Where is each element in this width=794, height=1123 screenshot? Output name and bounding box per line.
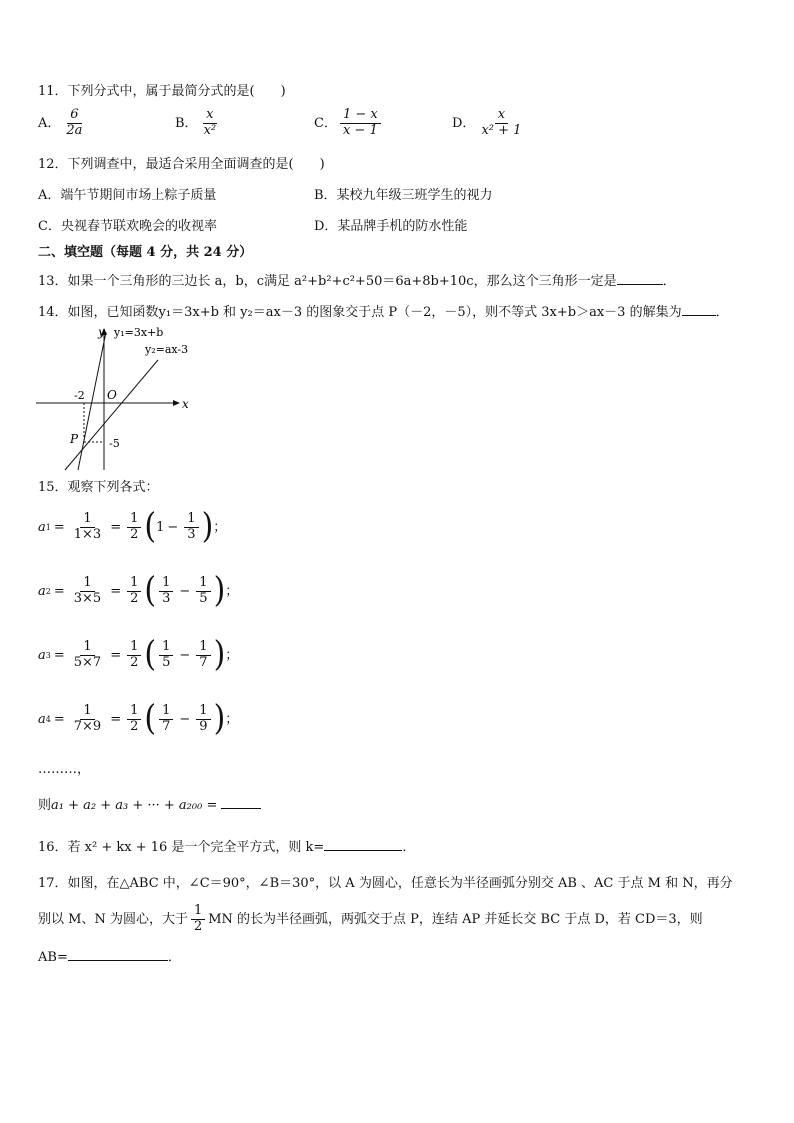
origin-label: O [107, 388, 117, 402]
q14-answer-blank[interactable] [682, 303, 716, 316]
q15-row1-inner-den: 3 [187, 526, 196, 542]
q15-sum-prefix: 则 [38, 798, 52, 813]
q17-half-den: 2 [193, 918, 203, 934]
q15-row3-sub: 3 [45, 650, 51, 660]
q15-row1-num: 1 [80, 512, 94, 528]
q14-end: ． [715, 305, 729, 320]
q13-end: ． [662, 274, 676, 289]
line-y2-label: y₂=ax-3 [145, 343, 189, 356]
q15-row4-inner1-den: 7 [162, 718, 171, 734]
q15-row3-inner1-den: 5 [162, 654, 171, 670]
q15-row-1: a 1 = $\frac{1}{1\times 3}$ = $\frac{1}{2}$ ( 1 − $\frac{1}{3}$ ) ； [38, 506, 227, 547]
q17-half-num: 1 [191, 904, 205, 920]
q13-answer-blank[interactable] [617, 272, 663, 285]
point-p-label: P [70, 432, 79, 446]
q11-option-b-label: B． [175, 115, 198, 131]
q11-c-num: 1 − x [340, 108, 381, 124]
q17-end: ． [167, 950, 181, 965]
q15-row4-den: 7×9 [73, 718, 102, 734]
q15-row1-sub: 1 [45, 522, 51, 532]
line-y2 [65, 360, 158, 470]
q14-text: 14．如图，已知函数y₁＝3x+b 和 y₂＝ax－3 的图象交于点 P（－2，－5），则不等式 3x+b＞ax－3 的解集为 [38, 305, 682, 320]
q15-row4-inner2-num: 1 [196, 704, 210, 720]
q17-line2a: 别以 M、N 为圆心，大于 [38, 911, 188, 927]
y-tick-label: -5 [109, 437, 120, 450]
q11-option-c[interactable] [314, 108, 384, 139]
q12-option-d[interactable]: D．某品牌手机的防水性能 [314, 219, 468, 234]
section-heading: 二、填空题（每题 4 分，共 24 分） [38, 245, 253, 260]
q17-line2 [38, 904, 703, 935]
q15-row2-den: 3×5 [73, 590, 102, 606]
q17-line3 [38, 948, 181, 966]
q15-row1-first: 1 [156, 519, 165, 535]
q11-option-b[interactable] [175, 108, 222, 139]
q15-row4-sub: 4 [45, 714, 51, 724]
q11-option-d-fraction [478, 108, 524, 139]
q15-row3-inner2-num: 1 [196, 640, 210, 656]
q15-row3-half-num: 1 [127, 640, 141, 656]
line-y1-label: y₁=3x+b [114, 326, 164, 339]
q15-row3-inner2-den: 7 [199, 654, 208, 670]
q15-row2-inner2-num: 1 [196, 576, 210, 592]
q15-row2-inner1-num: 1 [159, 576, 173, 592]
x-axis-label: x [182, 397, 189, 411]
q15-row2-sub: 2 [45, 586, 51, 596]
q11-option-a-fraction [63, 108, 85, 139]
q15-row3-num: 1 [80, 640, 94, 656]
q15-dots: ………， [38, 762, 91, 777]
q11-b-den: x² [203, 122, 217, 138]
q11-option-b-fraction [201, 108, 220, 139]
q15-row2-inner2-den: 5 [199, 590, 208, 606]
q11-option-d-label: D． [452, 115, 476, 131]
q11-a-num: 6 [67, 108, 81, 124]
q12-option-b[interactable]: B．某校九年级三班学生的视力 [314, 188, 493, 203]
q11-d-den: x² + 1 [481, 122, 522, 138]
q15-sum [38, 796, 261, 814]
q12-option-a[interactable]: A．端午节期间市场上粽子质量 [38, 188, 217, 203]
q14 [38, 303, 729, 321]
q11-option-a-label: A． [38, 115, 61, 131]
q11-option-c-fraction [340, 108, 381, 139]
q14-graph [30, 320, 200, 475]
q15-row1-half-den: 2 [130, 526, 139, 542]
q15-row3-inner1-num: 1 [159, 640, 173, 656]
q17-line3-text: AB= [38, 950, 68, 965]
q11-option-a[interactable] [38, 108, 88, 139]
q15-row1-inner-num: 1 [184, 512, 198, 528]
x-axis-arrow [173, 400, 180, 406]
x-tick-label: -2 [74, 389, 85, 402]
q11-c-den: x − 1 [342, 122, 378, 138]
q11-option-c-label: C． [314, 115, 337, 131]
q15-row4-num: 1 [80, 704, 94, 720]
q15-row-3: a 3 = $\frac{1}{5\times 7}$ = $\frac{1}{2}$ ( $\frac{1}{5}$ − $\frac{1}{7}$ ) ； [38, 634, 239, 675]
q13 [38, 272, 676, 290]
q11-stem: 11．下列分式中，属于最简分式的是( ) [38, 84, 286, 99]
q15-row4-half-num: 1 [127, 704, 141, 720]
q15-row4-inner2-den: 9 [199, 718, 208, 734]
q16-text: 16．若 x² + kx + 16 是一个完全平方式，则 k= [38, 840, 325, 855]
q17-answer-blank[interactable] [68, 948, 168, 961]
q15-row1-den: 1×3 [73, 526, 102, 542]
q12-stem: 12．下列调查中，最适合采用全面调查的是( ) [38, 157, 325, 172]
q15-sum-expr: a₁ + a₂ + a₃ + ··· + a₂₀₀ = [51, 798, 218, 813]
q17-line1: 17．如图，在△ABC 中，∠C＝90°，∠B＝30°，以 A 为圆心，任意长为半径画弧分别交 AB 、AC 于点 M 和 N，再分 [38, 876, 733, 891]
q16 [38, 838, 415, 856]
q15-row2-a: a [38, 583, 46, 599]
q17-line2b: MN 的长为半径画弧，两弧交于点 P，连结 AP 并延长交 BC 于点 D，若 CD＝3，则 [208, 911, 703, 927]
q15-row1-a: a [38, 519, 46, 535]
q15-stem: 15．观察下列各式： [38, 480, 159, 495]
q15-row4-inner1-num: 1 [159, 704, 173, 720]
q15-row-4: a 4 = $\frac{1}{7\times 9}$ = $\frac{1}{2}$ ( $\frac{1}{7}$ − $\frac{1}{9}$ ) ； [38, 698, 239, 739]
q15-row2-half-den: 2 [130, 590, 139, 606]
q15-row-2: a 2 = $\frac{1}{3\times 5}$ = $\frac{1}{2}$ ( $\frac{1}{3}$ − $\frac{1}{5}$ ) ； [38, 570, 239, 611]
q15-row2-inner1-den: 3 [162, 590, 171, 606]
q15-answer-blank[interactable] [221, 796, 261, 809]
q15-row1-half-num: 1 [127, 512, 141, 528]
q15-row2-num: 1 [80, 576, 94, 592]
q16-end: ． [402, 840, 416, 855]
q11-option-d[interactable] [452, 108, 527, 139]
q15-row2-half-num: 1 [127, 576, 141, 592]
q15-row3-half-den: 2 [130, 654, 139, 670]
y-axis-label: y [98, 325, 105, 339]
q16-answer-blank[interactable] [324, 838, 402, 851]
q15-row3-den: 5×7 [73, 654, 102, 670]
q13-text: 13．如果一个三角形的三边长 a，b，c满足 a²+b²+c²+50＝6a+8b+10c，那么这个三角形一定是 [38, 274, 617, 289]
q15-row3-a: a [38, 647, 46, 663]
q15-row4-half-den: 2 [130, 718, 139, 734]
q11-d-num: x [495, 108, 508, 124]
q15-row4-a: a [38, 711, 46, 727]
q11-b-num: x [203, 108, 216, 124]
q12-option-c[interactable]: C．央视春节联欢晚会的收视率 [38, 219, 217, 234]
q11-a-den: 2a [66, 122, 83, 138]
